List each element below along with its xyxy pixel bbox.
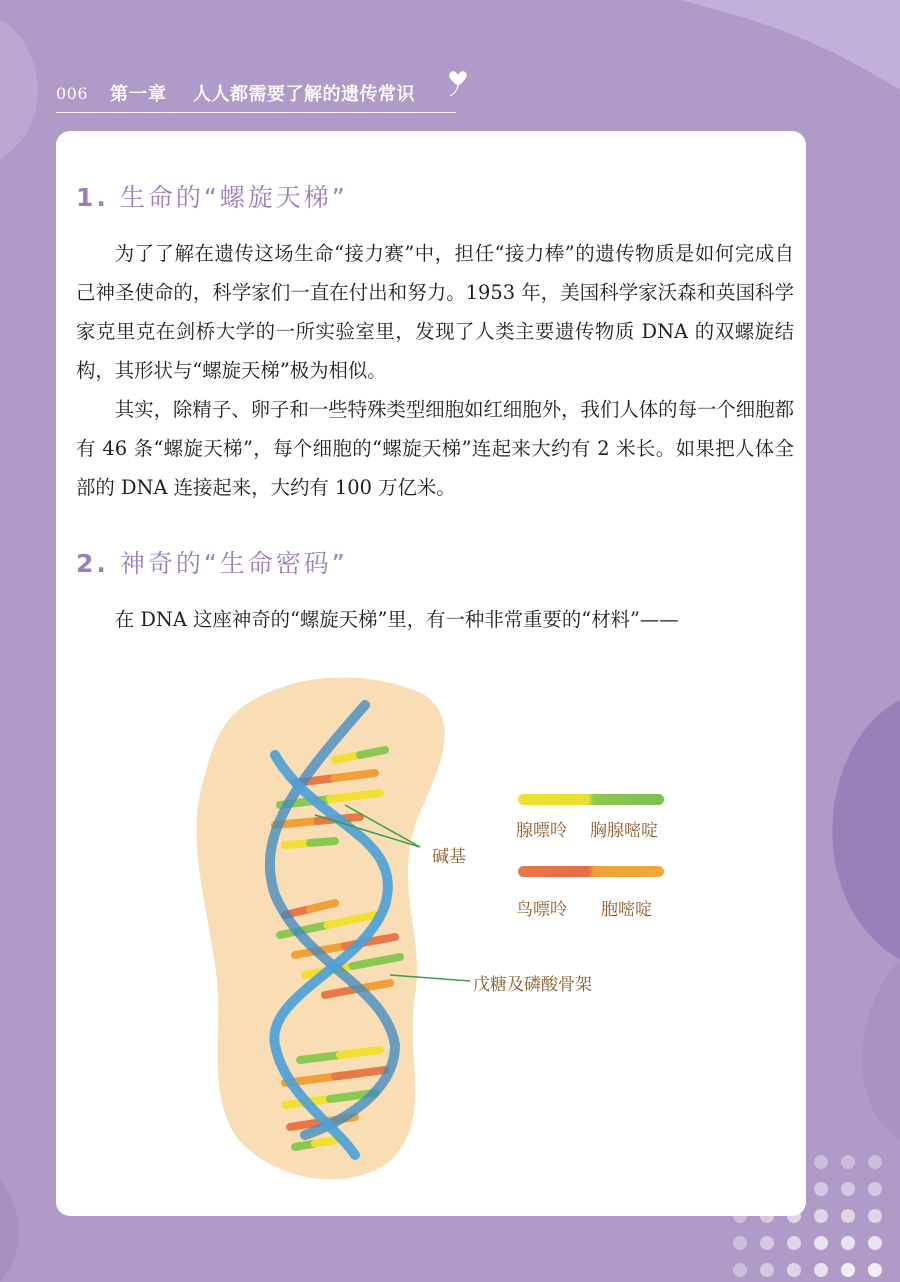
decoration-dot [841, 1209, 855, 1223]
decoration-dot [787, 1209, 801, 1223]
base-pair-half [310, 841, 335, 843]
decoration-dot [733, 1155, 747, 1169]
heart-icon [444, 68, 472, 96]
decoration-dot [814, 1182, 828, 1196]
decoration-dot [733, 1182, 747, 1196]
chapter-title: 人人都需要了解的遗传常识 [193, 84, 416, 105]
base-pair-half [360, 750, 385, 755]
decoration-dot [760, 1236, 774, 1250]
label-base: 碱基 [432, 847, 466, 867]
decoration-dot [787, 1155, 801, 1169]
base-pair-half [340, 1050, 380, 1055]
header-divider [56, 112, 456, 113]
paragraph: 为了了解在遗传这场生命“接力赛”中，担任“接力棒”的遗传物质是如何完成自己神圣使命的，科学家们一直在付出和努力。1953 年，美国科学家沃森和英国科学家克里克在剑桥大学的一所实验室里，发现了人类主要遗传物质 DNA 的双螺旋结构，其形状与“螺旋天梯”极为相似。 [76, 242, 794, 382]
section-number: 1. [76, 183, 109, 212]
section-number: 2. [76, 549, 109, 578]
section-title-text: 生命的“螺旋天梯” [119, 183, 348, 212]
section-title-2 [76, 544, 348, 580]
dot-pattern-decoration [720, 1150, 900, 1282]
legend-label-adenine: 腺嘌呤 [516, 821, 567, 841]
decoration-dot [787, 1263, 801, 1277]
decoration-dot [841, 1155, 855, 1169]
paragraph: 在 DNA 这座神奇的“螺旋天梯”里，有一种非常重要的“材料”—— [114, 608, 679, 631]
decoration-dot [760, 1209, 774, 1223]
decoration-dot [868, 1155, 882, 1169]
decoration-dot [733, 1209, 747, 1223]
decoration-dot [841, 1263, 855, 1277]
decoration-dot [787, 1236, 801, 1250]
decoration-dot [814, 1263, 828, 1277]
decoration-dot [814, 1209, 828, 1223]
decoration-dot [814, 1155, 828, 1169]
decoration-dot [814, 1236, 828, 1250]
decoration-dot [841, 1182, 855, 1196]
page-number: 006 [56, 83, 89, 103]
base-pair-half [315, 1140, 335, 1144]
decoration-dot [868, 1209, 882, 1223]
legend-label-thymine: 胸腺嘧啶 [590, 821, 658, 841]
decoration-dot [868, 1236, 882, 1250]
legend-label-cytosine: 胞嘧啶 [601, 900, 652, 920]
paragraph: 其实，除精子、卵子和一些特殊类型细胞如红细胞外，我们人体的每一个细胞都有 46 条“螺旋天梯”，每个细胞的“螺旋天梯”连起来大约有 2 米长。如果把人体全部的 DNA 连接起来，大约有 100 万亿米。 [76, 398, 794, 499]
decoration-dot [733, 1236, 747, 1250]
page-header [56, 78, 415, 108]
decoration-dot [841, 1236, 855, 1250]
decoration-dot [733, 1263, 747, 1277]
decoration-dot [868, 1182, 882, 1196]
label-backbone: 戊糖及磷酸骨架 [473, 975, 592, 995]
decoration-dot [760, 1263, 774, 1277]
base-pair-half [335, 773, 375, 778]
decoration-dot [787, 1182, 801, 1196]
section-title-text: 神奇的“生命密码” [119, 549, 348, 578]
chapter-label: 第一章 [110, 84, 168, 105]
decoration-dot [868, 1263, 882, 1277]
dna-illustration [185, 665, 705, 1185]
legend-label-guanine: 鸟嘌呤 [516, 900, 567, 920]
legend-bar-adenine-thymine [518, 794, 664, 805]
section-title-1 [76, 178, 348, 214]
decoration-dot [760, 1182, 774, 1196]
decoration-dot [760, 1155, 774, 1169]
base-pair-half [300, 1055, 340, 1060]
legend-bar-guanine-cytosine [518, 866, 664, 877]
